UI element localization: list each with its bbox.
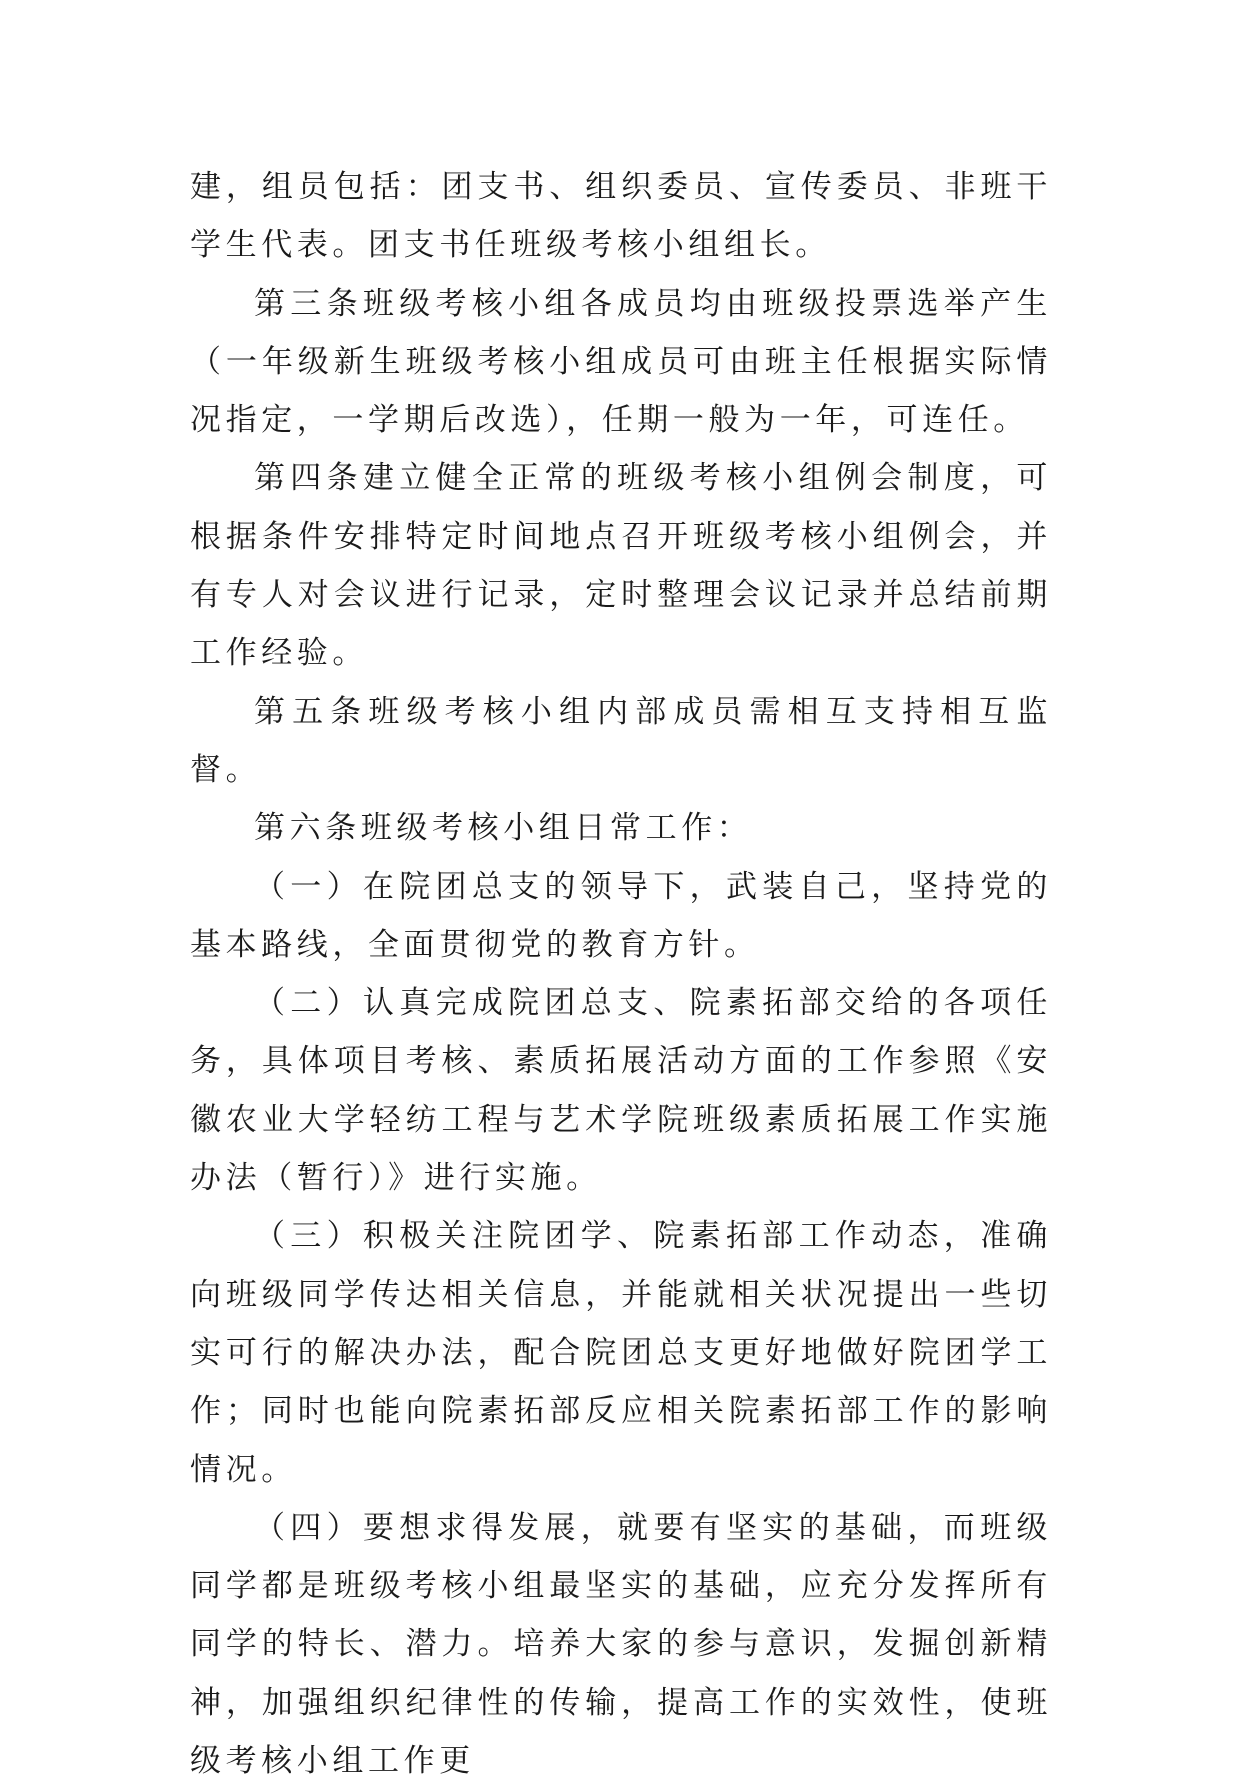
paragraph-article-6: 第六条班级考核小组日常工作： [254, 810, 753, 847]
paragraph-article-4: 第四条建立健全正常的班级考核小组例会制度，可根据条件安排特定时间地点召开班级考核小组例会，并有专人对会议进行记录，定时整理会议记录并总结前期工作经验。 [190, 460, 1052, 672]
paragraph-item-4: （四）要想求得发展，就要有坚实的基础，而班级同学都是班级考核小组最坚实的基础，应充分发挥所有同学的特长、潜力。培养大家的参与意识，发掘创新精神，加强组织纪律性的传输，提高工作的实效性，使班级考核小组工作更 [190, 1509, 1052, 1780]
paragraph-item-1: （一）在院团总支的领导下，武装自己，坚持党的基本路线，全面贯彻党的教育方针。 [190, 868, 1052, 963]
paragraph-article-5: 第五条班级考核小组内部成员需相互支持相互监督。 [190, 693, 1052, 788]
paragraph-article-3: 第三条班级考核小组各成员均由班级投票选举产生（一年级新生班级考核小组成员可由班主任根据实际情况指定，一学期后改选），任期一般为一年，可连任。 [190, 285, 1052, 439]
paragraph-item-2: （二）认真完成院团总支、院素拓部交给的各项任务，具体项目考核、素质拓展活动方面的工作参照《安徽农业大学轻纺工程与艺术学院班级素质拓展工作实施办法（暂行）》进行实施。 [190, 985, 1052, 1197]
document-body [190, 158, 1052, 1790]
paragraph-continuation: 建，组员包括：团支书、组织委员、宣传委员、非班干学生代表。团支书任班级考核小组组长。 [190, 169, 1052, 264]
paragraph-item-3: （三）积极关注院团学、院素拓部工作动态，准确向班级同学传达相关信息，并能就相关状况提出一些切实可行的解决办法，配合院团总支更好地做好院团学工作；同时也能向院素拓部反应相关院素拓部工作的影响情况。 [190, 1218, 1052, 1488]
